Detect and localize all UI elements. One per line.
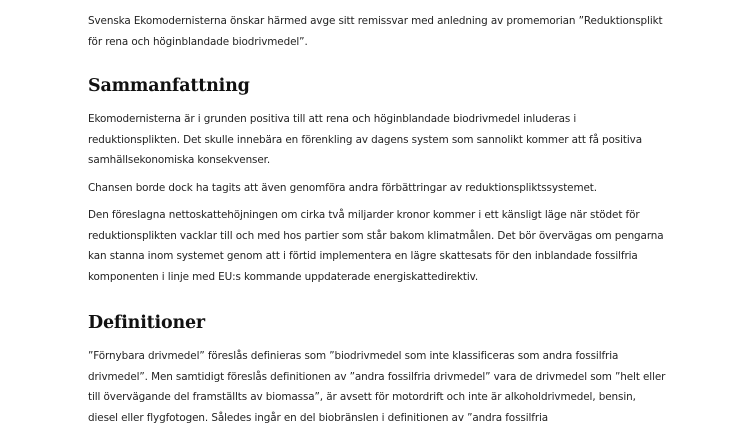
summary-paragraph-1: Ekomodernisterna är i grunden positiva till att rena och höginblandade biodrivmedel inluderas i reduktionsplikten. Det skulle innebära en förenkling av dagens system som sannolikt kommer att få positiva samhällsekonomiska konsekvenser. <box>88 113 642 166</box>
definitions-paragraph-1: ”Förnybara drivmedel” föreslås definieras som ”biodrivmedel som inte klassificeras som andra fossilfria drivmedel”. Men samtidigt föreslås definitionen av ”andra fossilfria drivmedel” vara de drivmedel som ”helt eller till övervägande del framställts av biomassa”, är avsett för motordrift och inte är alkoholdrivmedel, bensin, diesel eller flygfotogen. Således ingår en del biobränslen i definitionen av ”andra fossilfria <box>88 350 666 424</box>
heading-sammanfattning: Sammanfattning <box>88 76 250 96</box>
summary-paragraph-2: Chansen borde dock ha tagits att även genomföra andra förbättringar av reduktionspliktssystemet. <box>88 181 597 194</box>
heading-definitioner: Definitioner <box>88 313 205 333</box>
intro-paragraph: Svenska Ekomodernisterna önskar härmed avge sitt remissvar med anledning av promemorian ”Reduktionsplikt för rena och höginblandade biodrivmedel”. <box>88 15 663 48</box>
summary-paragraph-3: Den föreslagna nettoskattehöjningen om cirka två miljarder kronor kommer i ett känsligt läge när stödet för reduktionsplikten vacklar till och med hos partier som står bakom klimatmålen. Det bör övervägas om pengarna kan stanna inom systemet genom att i förtid implementera en lägre skattesats för den inblandade fossilfria komponenten i linje med EU:s kommande uppdaterade energiskattedirektiv. <box>88 209 664 283</box>
document-page <box>88 11 668 435</box>
